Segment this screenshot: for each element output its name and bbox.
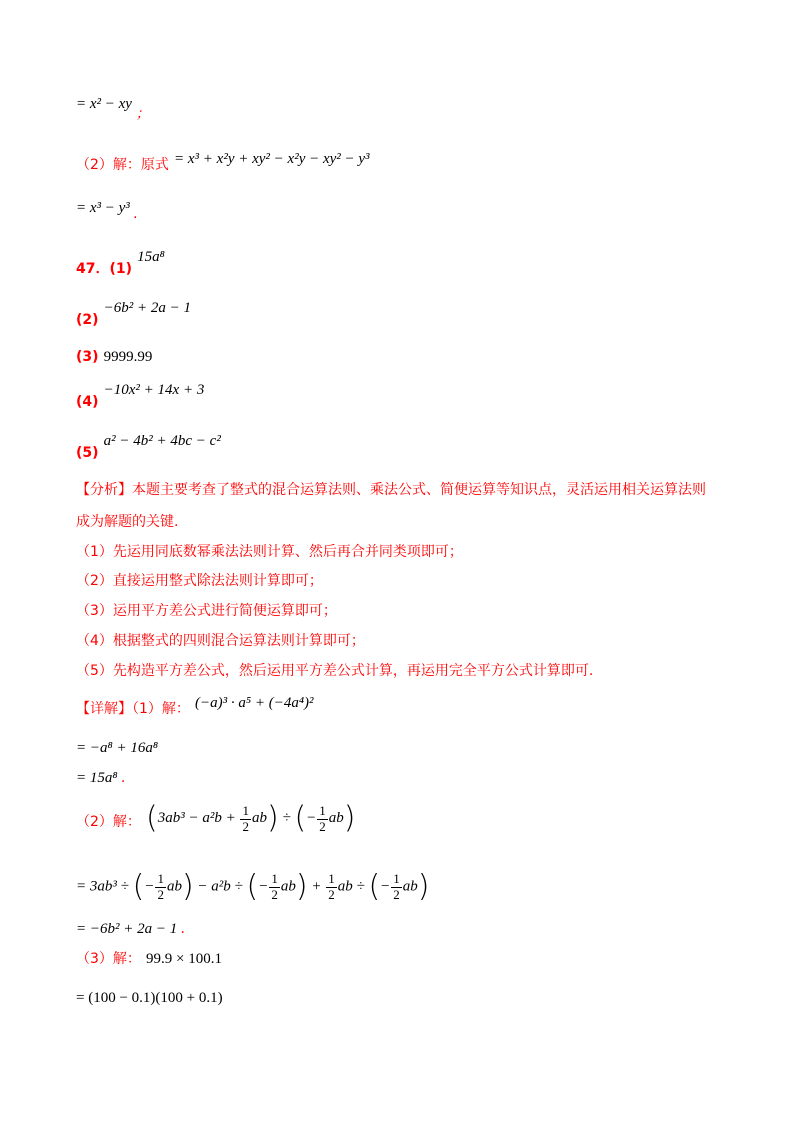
question-label: (2) [76, 312, 99, 328]
equation-text: = x³ + x²y + xy² − x²y − xy² − y³ [174, 151, 370, 167]
detail-line-2 [76, 801, 356, 836]
analysis-line-2: 成为解题的关键. [76, 514, 179, 530]
answer-text: 9999.99 [103, 349, 153, 365]
answer-47-1 [76, 248, 165, 277]
detail-line-3 [76, 950, 222, 967]
answer-47-4 [76, 381, 205, 410]
equation-text: (−a)³ · a⁵ + (−4a⁴)² [195, 695, 314, 711]
equation-line-2 [76, 150, 370, 173]
equation-text: 99.9 × 100.1 [146, 951, 222, 967]
equation-line-3 [76, 200, 139, 222]
analysis-line-1: 【分析】本题主要考查了整式的混合运算法则、乘法公式、简便运算等知识点，灵活运用相关运算法则 [76, 482, 706, 498]
equation-text: = −6b² + 2a − 1 [76, 921, 178, 937]
question-label: (5) [76, 445, 99, 461]
punctuation: ； [135, 106, 150, 122]
equation-text: = x² − xy [76, 96, 132, 112]
answer-text: a² − 4b² + 4bc − c² [103, 433, 221, 449]
question-label: 47．(1) [76, 261, 133, 277]
question-label: (3) [76, 349, 99, 365]
analysis-step-3: （3）运用平方差公式进行简便运算即可； [76, 603, 337, 619]
equation-line-1 [76, 96, 150, 122]
answer-47-3 [76, 348, 152, 365]
analysis-step-4: （4）根据整式的四则混合运算法则计算即可； [76, 633, 365, 649]
analysis-step-1: （1）先运用同底数幂乘法法则计算、然后再合并同类项即可； [76, 544, 463, 560]
analysis-step-5: （5）先构造平方差公式，然后运用平方差公式计算，再运用完全平方公式计算即可. [76, 663, 594, 679]
detail-line-2a: = 3ab³ ÷ (− $\frac{1}{2}$ ab) − a²b ÷ (− $\frac{1}{2}$ ab) + $\frac{1}{2}$ ab ÷ (− $\frac{1}{2}$ ab) [76, 869, 430, 904]
detail-line-2b [76, 922, 185, 937]
question-label: (4) [76, 394, 99, 410]
answer-47-5 [76, 432, 221, 461]
equation-text: = x³ − y³ [76, 200, 130, 216]
fraction: $\frac{1}{2}$ [242, 803, 249, 834]
punctuation: . [133, 206, 139, 222]
detail-line-3a: = (100 − 0.1)(100 + 0.1) [76, 990, 223, 1006]
answer-text: −6b² + 2a − 1 [103, 300, 192, 316]
detail-label: （2）解： [76, 814, 141, 831]
analysis-step-2: （2）直接运用整式除法法则计算即可； [76, 573, 323, 589]
detail-line-1b [76, 771, 126, 786]
detail-line-1a: = −a⁸ + 16a⁸ [76, 740, 159, 756]
answer-47-2 [76, 299, 192, 328]
step-label: （2）解：原式 [76, 157, 169, 173]
answer-text: 15a⁸ [137, 249, 165, 265]
detail-label: 【详解】（1）解： [76, 701, 190, 717]
detail-label: （3）解： [76, 951, 141, 967]
equation-text: (3ab³ − a²b + $\frac{1}{2}$ ab) ÷ (− $\frac{1}{2}$ ab) [146, 801, 356, 836]
punctuation: . [181, 921, 186, 937]
punctuation: . [121, 770, 126, 786]
fraction: $\frac{1}{2}$ [319, 803, 326, 834]
detail-line-1 [76, 694, 314, 717]
answer-text: −10x² + 14x + 3 [103, 382, 205, 398]
equation-text: = 15a⁸ [76, 770, 118, 786]
